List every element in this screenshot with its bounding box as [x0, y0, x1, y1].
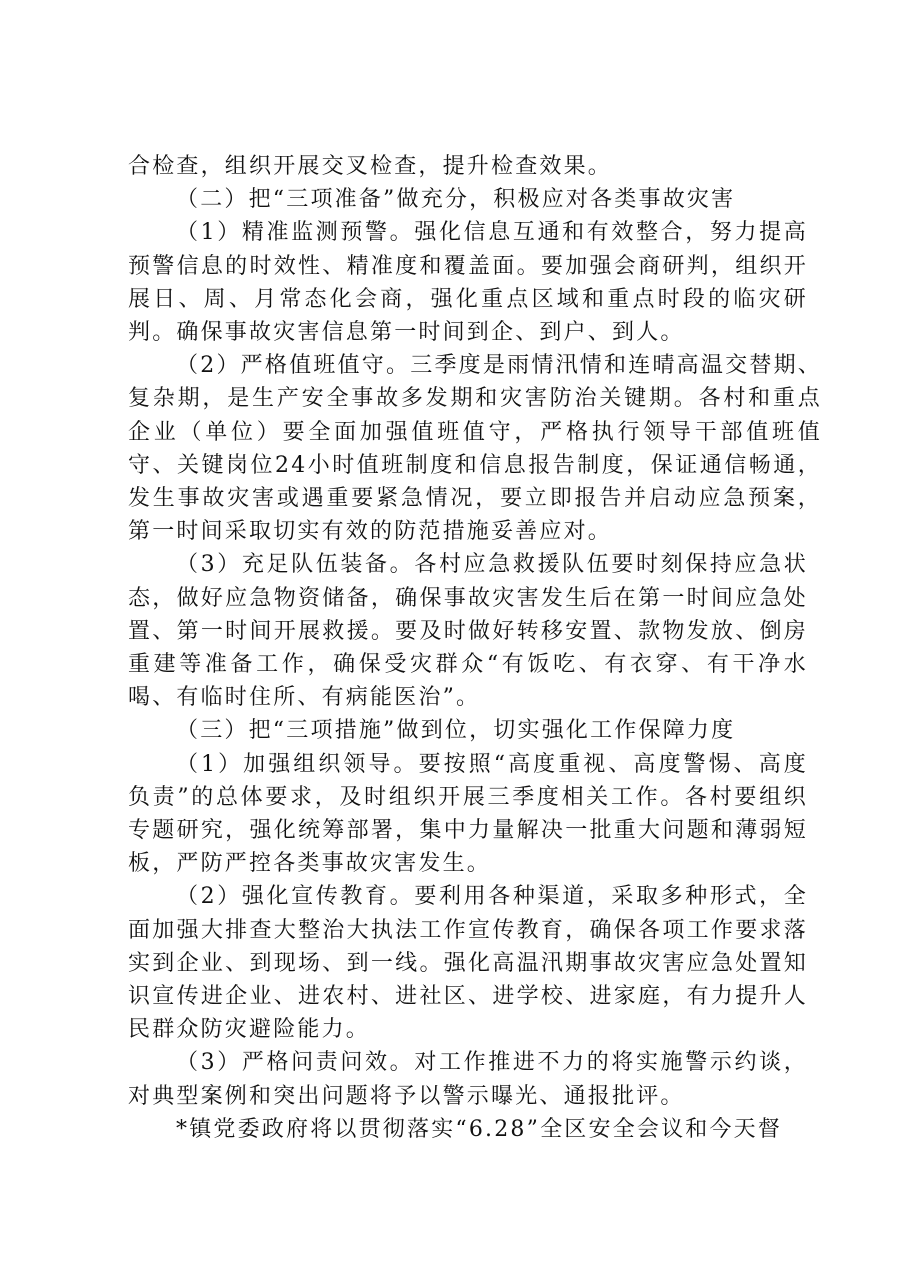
paragraph-publicity-education: （2）强化宣传教育。要利用各种渠道，采取多种形式，全面加强大排查大整治大执法工作宣传教育，确保各项工作要求落实到企业、到现场、到一线。强化高温汛期事故灾害应急处置知识宣传进企业、进农村、进社区、进学校、进家庭，有力提升人民群众防灾避险能力。 [128, 884, 808, 1043]
paragraph-organization-leadership: （1）加强组织领导。要按照“高度重视、高度警惕、高度负责”的总体要求，及时组织开展三季度相关工作。各村要组织专题研究，强化统筹部署，集中力量解决一批重大问题和薄弱短板，严防严控各类事故灾害发生。 [128, 751, 808, 877]
paragraph-closing-line: *镇党委政府将以贯彻落实“6.28”全区安全会议和今天督 [176, 1116, 783, 1142]
paragraph-continuation: 合检查，组织开展交叉检查，提升检查效果。 [128, 154, 613, 179]
paragraph-accountability: （3）严格问责问效。对工作推进不力的将实施警示约谈，对典型案例和突出问题将予以警示曝光、通报批评。 [128, 1050, 808, 1109]
section-heading-three: （三）把“三项措施”做到位，切实强化工作保障力度 [176, 718, 736, 744]
document-body [128, 150, 822, 1146]
paragraph-monitoring-warning: （1）精准监测预警。强化信息互通和有效整合，努力提高预警信息的时效性、精准度和覆盖面。要加强会商研判，组织开展日、周、月常态化会商，强化重点区域和重点时段的临灾研判。确保事故灾害信息第一时间到企、到户、到人。 [128, 220, 808, 346]
section-heading-two: （二）把“三项准备”做充分，积极应对各类事故灾害 [176, 187, 736, 213]
paragraph-team-equipment: （3）充足队伍装备。各村应急救援队伍要时刻保持应急状态，做好应急物资储备，确保事故灾害发生后在第一时间应急处置、第一时间开展救援。要及时做好转移安置、款物发放、倒房重建等准备工作，确保受灾群众“有饭吃、有衣穿、有干净水喝、有临时住所、有病能医治”。 [128, 552, 808, 711]
paragraph-duty-watch: （2）严格值班值守。三季度是雨情汛情和连晴高温交替期、复杂期，是生产安全事故多发期和灾害防治关键期。各村和重点企业（单位）要全面加强值班值守，严格执行领导干部值班值守、关键岗位24小时值班制度和信息报告制度，保证通信畅通，发生事故灾害或遇重要紧急情况，要立即报告并启动应急预案，第一时间采取切实有效的防范措施妥善应对。 [128, 353, 822, 545]
